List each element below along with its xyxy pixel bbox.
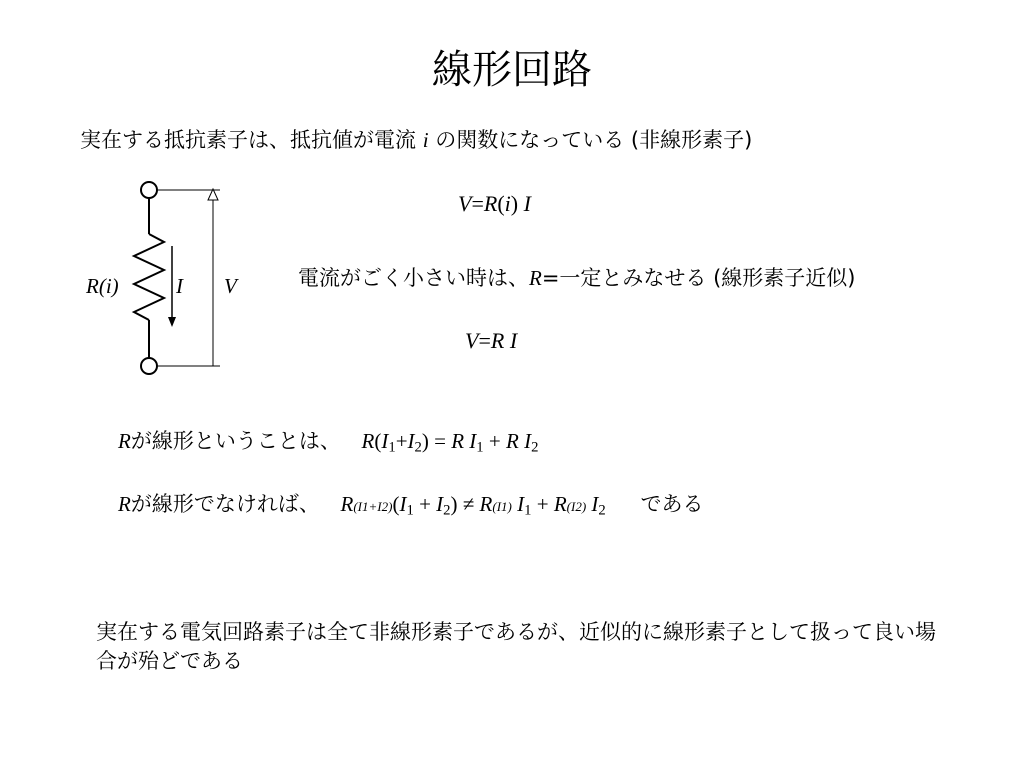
intro-text	[80, 124, 752, 154]
nonlinear-formula: $R(I1+I2)(I_1 + I_2) \ne R(I1) I_1 + R(I2)$ $I_2$	[340, 492, 606, 519]
nonlinear-suffix: である	[640, 492, 704, 516]
page-title: 線形回路	[432, 47, 592, 93]
nonlinear-condition	[118, 488, 703, 520]
eq2-v: V	[465, 328, 479, 353]
intro-after: の関数になっている (非線形素子)	[428, 128, 753, 152]
eq-close: )	[510, 191, 519, 216]
bottom-terminal	[141, 358, 157, 374]
voltage-label: V	[224, 274, 237, 298]
conclusion-text: 実在する電気回路素子は全て非線形素子であるが、近似的に線形素子として扱って良い場合が殆どである	[96, 620, 936, 673]
top-terminal	[141, 182, 157, 198]
intro-variable: i	[422, 128, 429, 152]
approx-before: 電流がごく小さい時は、	[298, 266, 529, 290]
linear-equation	[465, 328, 517, 354]
eq-v: V	[458, 191, 472, 216]
nonlinear-equation	[458, 191, 531, 217]
eq-arg: i	[504, 191, 511, 216]
nonlinear-text: が線形でなければ、	[130, 492, 320, 516]
nonlinear-var: R	[118, 492, 131, 516]
eq2-r: R	[490, 328, 505, 353]
linear-var: R	[118, 429, 131, 453]
approx-after: =一定とみなせる (線形素子近似)	[541, 266, 856, 290]
eq-open: (	[497, 191, 505, 216]
eq-sign: =	[471, 191, 484, 216]
resistor-zigzag	[134, 234, 164, 320]
linear-formula: $R(I_1+I_2) = R$ $I_1 + R$ $I_2$	[361, 429, 539, 456]
linear-condition	[118, 425, 538, 457]
current-label: I	[176, 274, 183, 298]
eq-i: I	[523, 191, 531, 216]
eq2-sign: =	[478, 328, 491, 353]
approximation-text	[298, 262, 855, 292]
intro-before: 実在する抵抗素子は、抵抗値が電流	[80, 128, 423, 152]
eq2-i: I	[509, 328, 518, 353]
linear-text: が線形ということは、	[130, 429, 341, 453]
voltage-arrowhead	[208, 189, 218, 200]
resistor-label: R(i)	[86, 274, 119, 298]
current-arrowhead	[168, 317, 176, 327]
resistor-circuit-diagram	[80, 176, 260, 376]
eq-r: R	[483, 191, 498, 216]
approx-variable: R	[529, 266, 542, 290]
